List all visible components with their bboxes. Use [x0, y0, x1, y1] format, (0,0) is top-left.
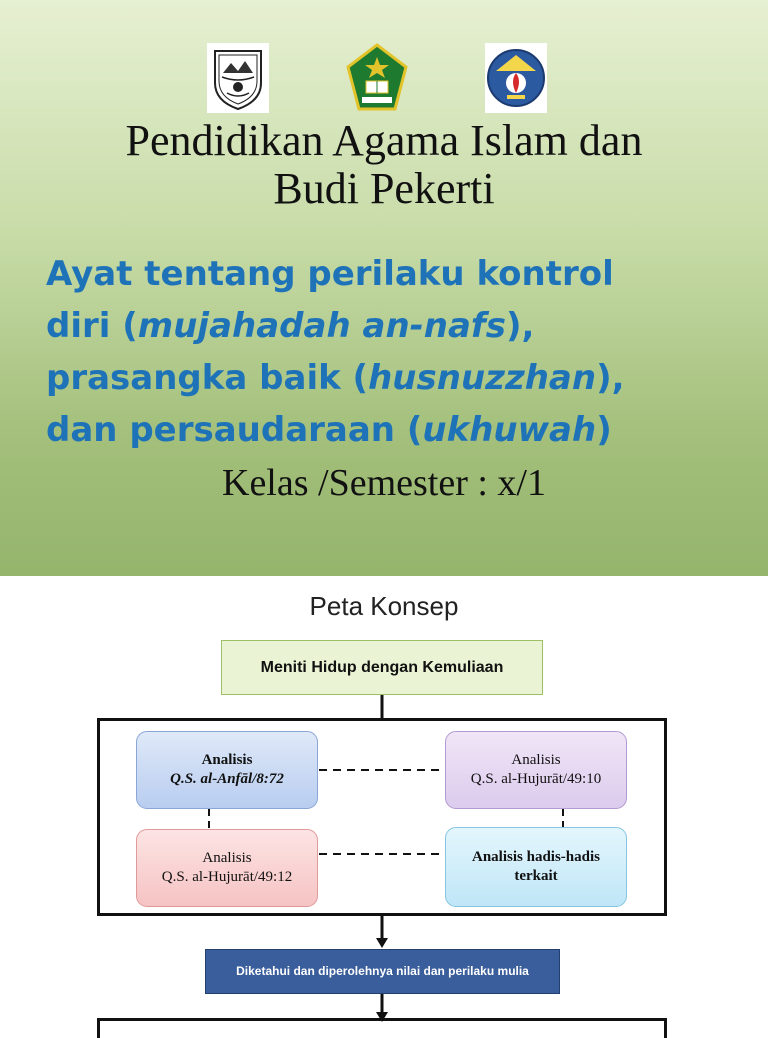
slide-subtitle	[46, 248, 736, 456]
analysis-reference: Q.S. al-Anfāl/8:72	[170, 771, 284, 787]
subtitle-line-1	[46, 248, 736, 300]
concept-map-slide	[0, 576, 768, 1024]
subtitle-term: ukhuwah	[422, 410, 597, 450]
subtitle-text: Ayat tentang perilaku kontrol	[46, 254, 614, 294]
kemenag-emblem-icon	[346, 43, 408, 113]
subtitle-line-2	[46, 300, 736, 352]
subtitle-line-3	[46, 352, 736, 404]
analysis-label: Analisis	[201, 752, 253, 768]
analysis-anfal-box	[136, 731, 318, 809]
slide-title	[40, 117, 728, 213]
subtitle-text: )	[596, 410, 612, 450]
analysis-reference: terkait	[514, 868, 558, 884]
concept-map-heading: Peta Konsep	[309, 591, 459, 621]
tut-wuri-handayani-emblem-icon	[485, 43, 547, 113]
title-line-2: Budi Pekerti	[273, 164, 495, 213]
result-box	[205, 949, 560, 994]
subtitle-text: dan persaudaraan (	[46, 410, 423, 450]
analysis-hujurat-10-box	[445, 731, 627, 809]
regency-emblem-icon	[207, 43, 269, 113]
subtitle-text: prasangka baik (	[46, 358, 369, 398]
next-group-frame	[97, 1018, 667, 1038]
analysis-label: Analisis	[511, 752, 561, 768]
analysis-hujurat-12-box	[136, 829, 318, 907]
root-concept-box	[221, 640, 543, 695]
subtitle-term: husnuzzhan	[368, 358, 597, 398]
subtitle-text: ),	[505, 306, 535, 346]
result-label: Diketahui dan diperolehnya nilai dan perilaku mulia	[236, 964, 529, 978]
analysis-reference: Q.S. al-Hujurāt/49:12	[161, 869, 293, 885]
class-semester: Kelas /Semester : x/1	[222, 462, 546, 504]
analysis-label: Analisis hadis-hadis	[472, 849, 600, 865]
subtitle-term: mujahadah an-nafs	[137, 306, 506, 346]
subtitle-text: diri (	[46, 306, 138, 346]
subtitle-text: ),	[596, 358, 625, 398]
analysis-label: Analisis	[202, 850, 252, 866]
subtitle-line-4	[46, 404, 736, 456]
root-concept-label: Meniti Hidup dengan Kemuliaan	[260, 659, 504, 676]
title-line-1: Pendidikan Agama Islam dan	[125, 116, 643, 165]
analysis-hadith-box	[445, 827, 627, 907]
analysis-reference: Q.S. al-Hujurāt/49:10	[470, 771, 602, 787]
